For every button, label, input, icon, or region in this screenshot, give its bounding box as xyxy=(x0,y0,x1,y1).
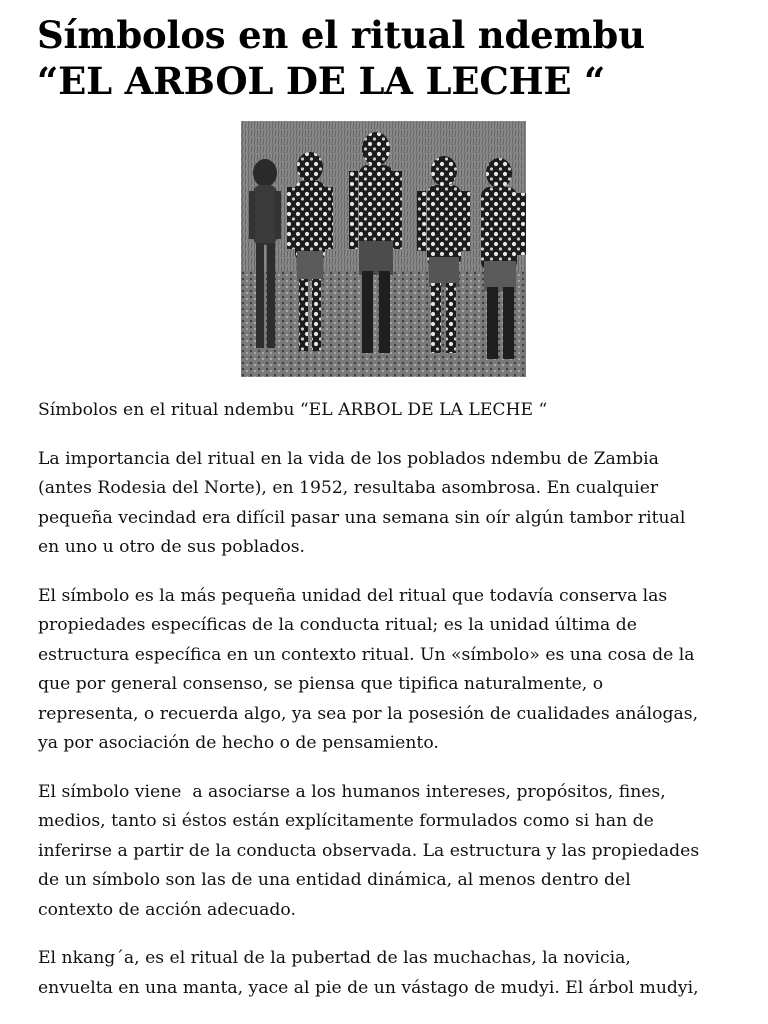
paragraph-line: El símbolo viene a asociarse a los humanos intereses, propósitos, fines, xyxy=(38,781,666,802)
paragraph-line: ya por asociación de hecho o de pensamiento. xyxy=(38,733,439,753)
paragraph-line: El símbolo es la más pequeña unidad del ritual que todavía conserva las xyxy=(38,585,668,606)
paragraph-line: en uno u otro de sus poblados. xyxy=(38,537,306,557)
paragraph xyxy=(38,944,738,1003)
paragraph xyxy=(38,396,738,426)
paragraph-line: propiedades específicas de la conducta ritual; es la unidad última de xyxy=(38,615,637,635)
ndembu-initiates-photo xyxy=(241,121,526,377)
document-title xyxy=(37,12,737,104)
paragraph-line: contexto de acción adecuado. xyxy=(38,899,296,920)
title-line-2: “EL ARBOL DE LA LECHE “ xyxy=(37,59,606,103)
paragraph-line: inferirse a partir de la conducta observada. La estructura y las propiedades xyxy=(38,840,700,861)
paragraph xyxy=(38,445,738,563)
paragraph-line: pequeña vecindad era difícil pasar una semana sin oír algún tambor ritual xyxy=(38,507,686,528)
paragraph-line: de un símbolo son las de una entidad dinámica, al menos dentro del xyxy=(38,870,631,890)
title-line-1: Símbolos en el ritual ndembu xyxy=(37,13,645,57)
paragraph-line: Símbolos en el ritual ndembu “EL ARBOL DE LA LECHE “ xyxy=(38,400,548,420)
paragraph-line: que por general consenso, se piensa que tipifica naturalmente, o xyxy=(38,674,604,694)
paragraph-line: representa, o recuerda algo, ya sea por la posesión de cualidades análogas, xyxy=(38,703,699,724)
paragraph-line: estructura específica en un contexto ritual. Un «símbolo» es una cosa de la xyxy=(38,644,695,665)
paragraph-line: La importancia del ritual en la vida de los poblados ndembu de Zambia xyxy=(38,448,659,469)
paragraph xyxy=(38,778,738,926)
article-body xyxy=(38,396,738,1022)
paragraph-line: El nkang´a, es el ritual de la pubertad de las muchachas, la novicia, xyxy=(38,948,631,968)
paragraph-line: medios, tanto si éstos están explícitamente formulados como si han de xyxy=(38,811,654,831)
paragraph-line: envuelta en una manta, yace al pie de un vástago de mudyi. El árbol mudyi, xyxy=(38,977,699,998)
paragraph xyxy=(38,582,738,759)
paragraph-line: (antes Rodesia del Norte), en 1952, resultaba asombrosa. En cualquier xyxy=(38,478,659,498)
